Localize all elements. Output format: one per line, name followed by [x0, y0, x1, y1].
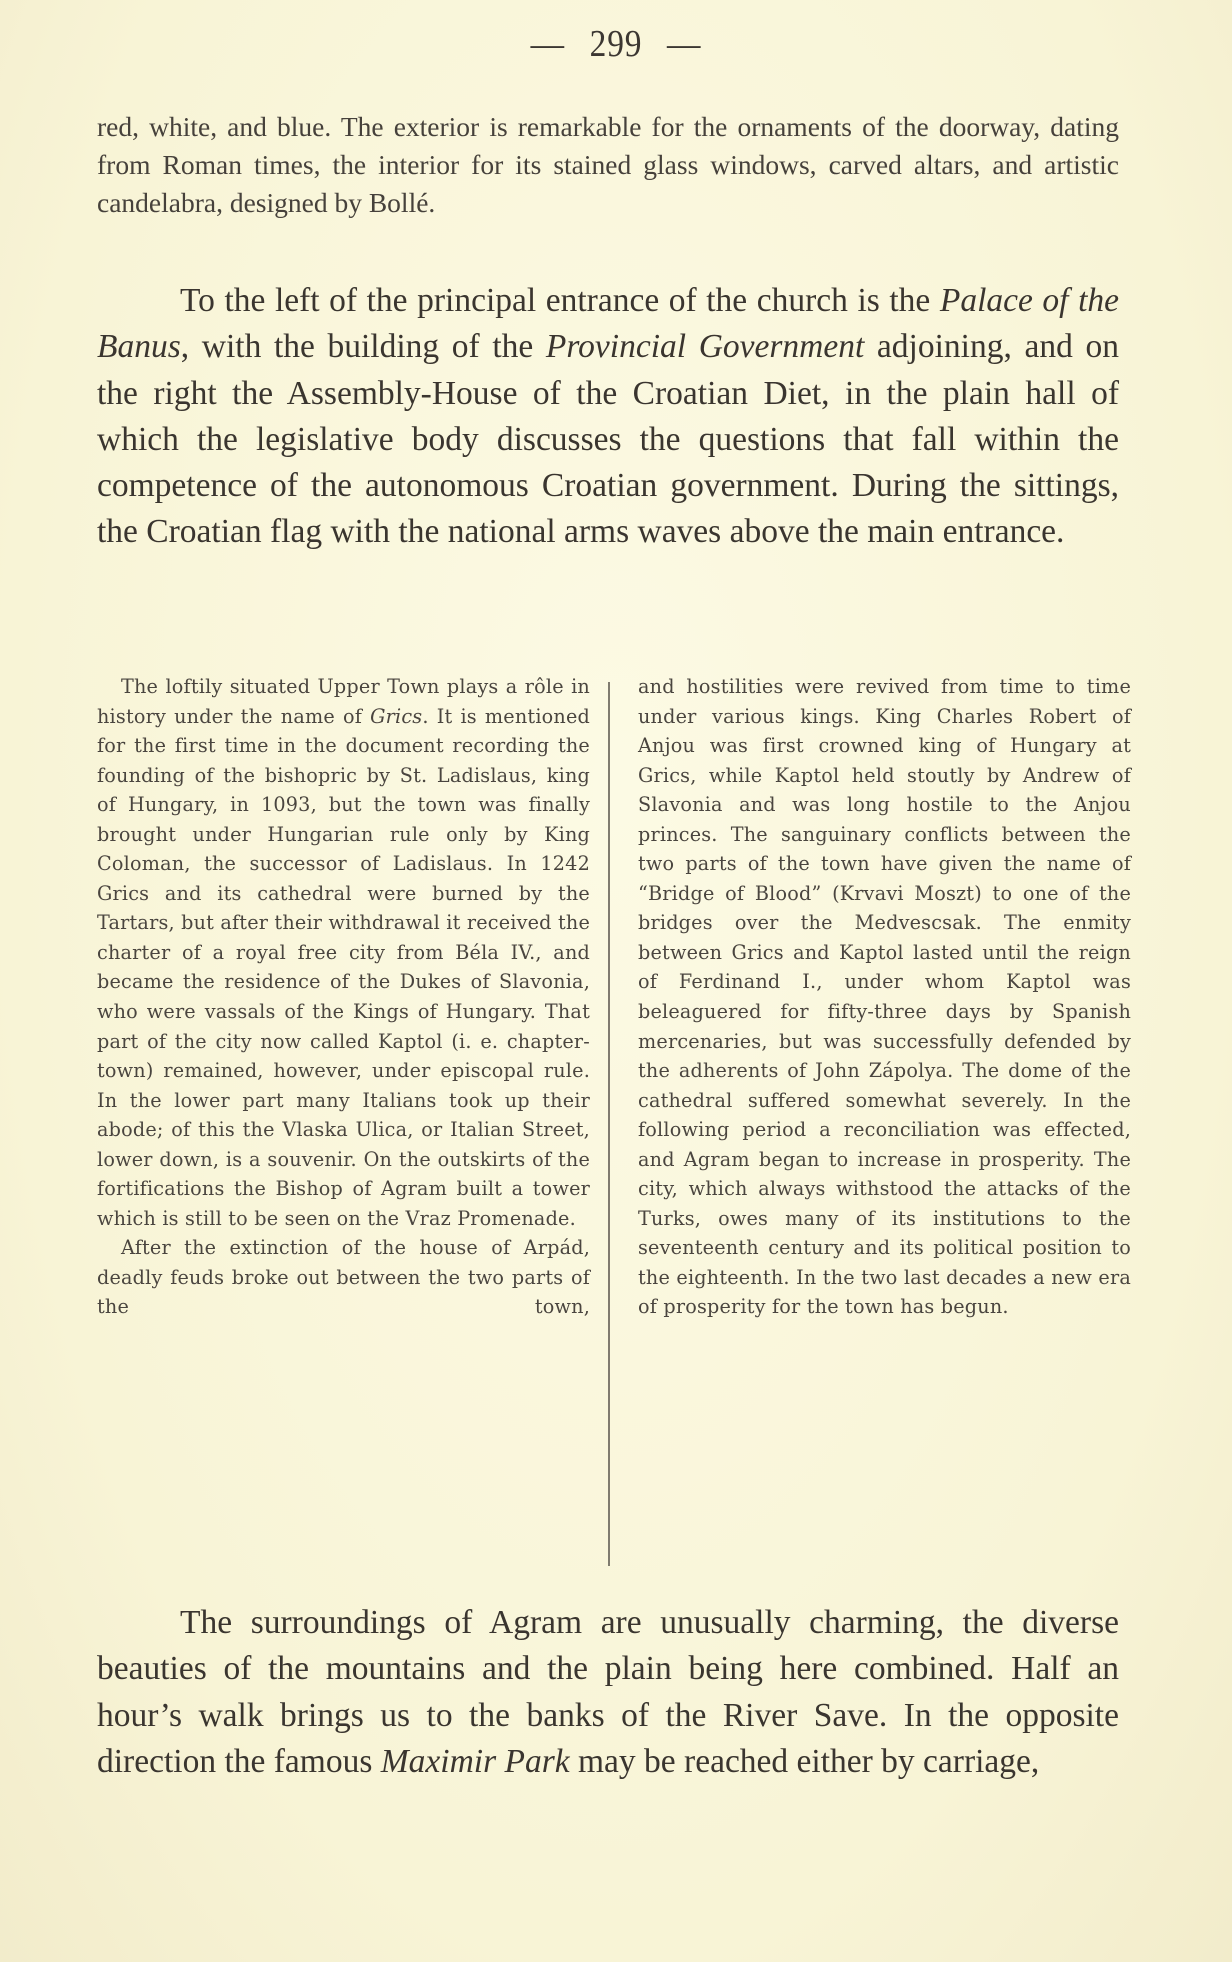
palace-paragraph-text-3: adjoining, and on the right the Assembly-House of the Croatian Diet, in the plain hall of which the legislative body discusses the questions that fall within the competence of the autonomous Croatian government. During the sittings, the Croatian flag with the national arms waves above the main entrance. — [97, 328, 1119, 551]
left-column-text-1: The loftily situated Upper Town plays a rôle in history under the name of — [97, 675, 590, 728]
palace-paragraph — [97, 278, 1119, 556]
right-column — [638, 672, 1131, 1322]
right-column-paragraph — [638, 672, 1131, 1322]
provincial-government-italic: Provincial Government — [545, 328, 865, 366]
maximir-park-italic: Maximir Park — [380, 1742, 570, 1780]
page-number-dash-right: — — [667, 23, 702, 65]
page-number-dash-left: — — [530, 23, 565, 65]
right-column-text: and hostilities were revived from time to time under various kings. King Charles Robert of Anjou was first crowned king of Hungary at Grics, while Kaptol held stoutly by Andrew of Slavonia and was long hostile to the Anjou princes. The sanguinary conflicts between the two parts of the town have given the name of “Bridge of Blood” (Krvavi Moszt) to one of the bridges over the Medvescsak. The enmity between Grics and Kaptol lasted until the reign of Ferdinand I., under whom Kaptol was beleaguered for fifty-three days by Spanish mercenaries, but was successfully defended by the adherents of John Zápolya. The dome of the cathedral suffered somewhat severely. In the following period a reconciliation was effected, and Agram began to increase in prosperity. The city, which always withstood the attacks of the Turks, owes many of its institutions to the seventeenth century and its political position to the eighteenth. In the two last decades a new era of prosperity for the town has begun. — [638, 675, 1131, 1319]
grics-italic: Grics — [370, 704, 423, 728]
left-column-text-3: After the extinction of the house of Arpád, deadly feuds broke out between the two parts of the town, — [97, 1236, 590, 1319]
palace-paragraph-text-2: , with the building of the — [180, 328, 546, 366]
left-column — [97, 672, 590, 1322]
left-column-paragraph-1 — [97, 672, 590, 1233]
surroundings-text-2: may be reached either by carriage, — [569, 1742, 1040, 1780]
two-column-section — [95, 672, 1131, 1572]
left-column-paragraph-2 — [97, 1233, 590, 1322]
lead-paragraph-text: red, white, and blue. The exterior is remarkable for the ornaments of the doorway, dating from Roman times, the interior for its stained glass windows, carved altars, and artistic candelabra, designed by Bollé. — [97, 111, 1119, 218]
surroundings-paragraph — [97, 1600, 1119, 1785]
page-number-value: 299 — [589, 23, 643, 65]
palace-of-the-banus-italic: Palace of the Banus — [97, 282, 1119, 366]
page-number — [74, 22, 1158, 66]
palace-paragraph-text-1: To the left of the principal entrance of the church is the — [180, 282, 940, 319]
left-column-text-2: . It is mentioned for the first time in the document recording the founding of the bishopric by St. Ladislaus, king of Hungary, in 1093, but the town was finally brought under Hungarian rule only by King Coloman, the successor of Ladislaus. In 1242 Grics and its cathedral were burned by the Tartars, but after their withdrawal it received the charter of a royal free city from Béla IV., and became the residence of the Dukes of Slavonia, who were vassals of the Kings of Hungary. That part of the city now called Kaptol (i. e. chapter-town) remained, however, under episcopal rule. In the lower part many Italians took up their abode; of this the Vlaska Ulica, or Italian Street, lower down, is a souvenir. On the outskirts of the fortifications the Bishop of Agram built a tower which is still to be seen on the Vraz Promenade. — [97, 704, 590, 1230]
lead-paragraph — [97, 108, 1119, 222]
column-divider — [608, 682, 610, 1566]
surroundings-text-1: The surroundings of Agram are unusually charming, the diverse beauties of the mountains and the plain being here combined. Half an hour’s walk brings us to the banks of the River Save. In the opposite direction the famous — [97, 1604, 1119, 1780]
